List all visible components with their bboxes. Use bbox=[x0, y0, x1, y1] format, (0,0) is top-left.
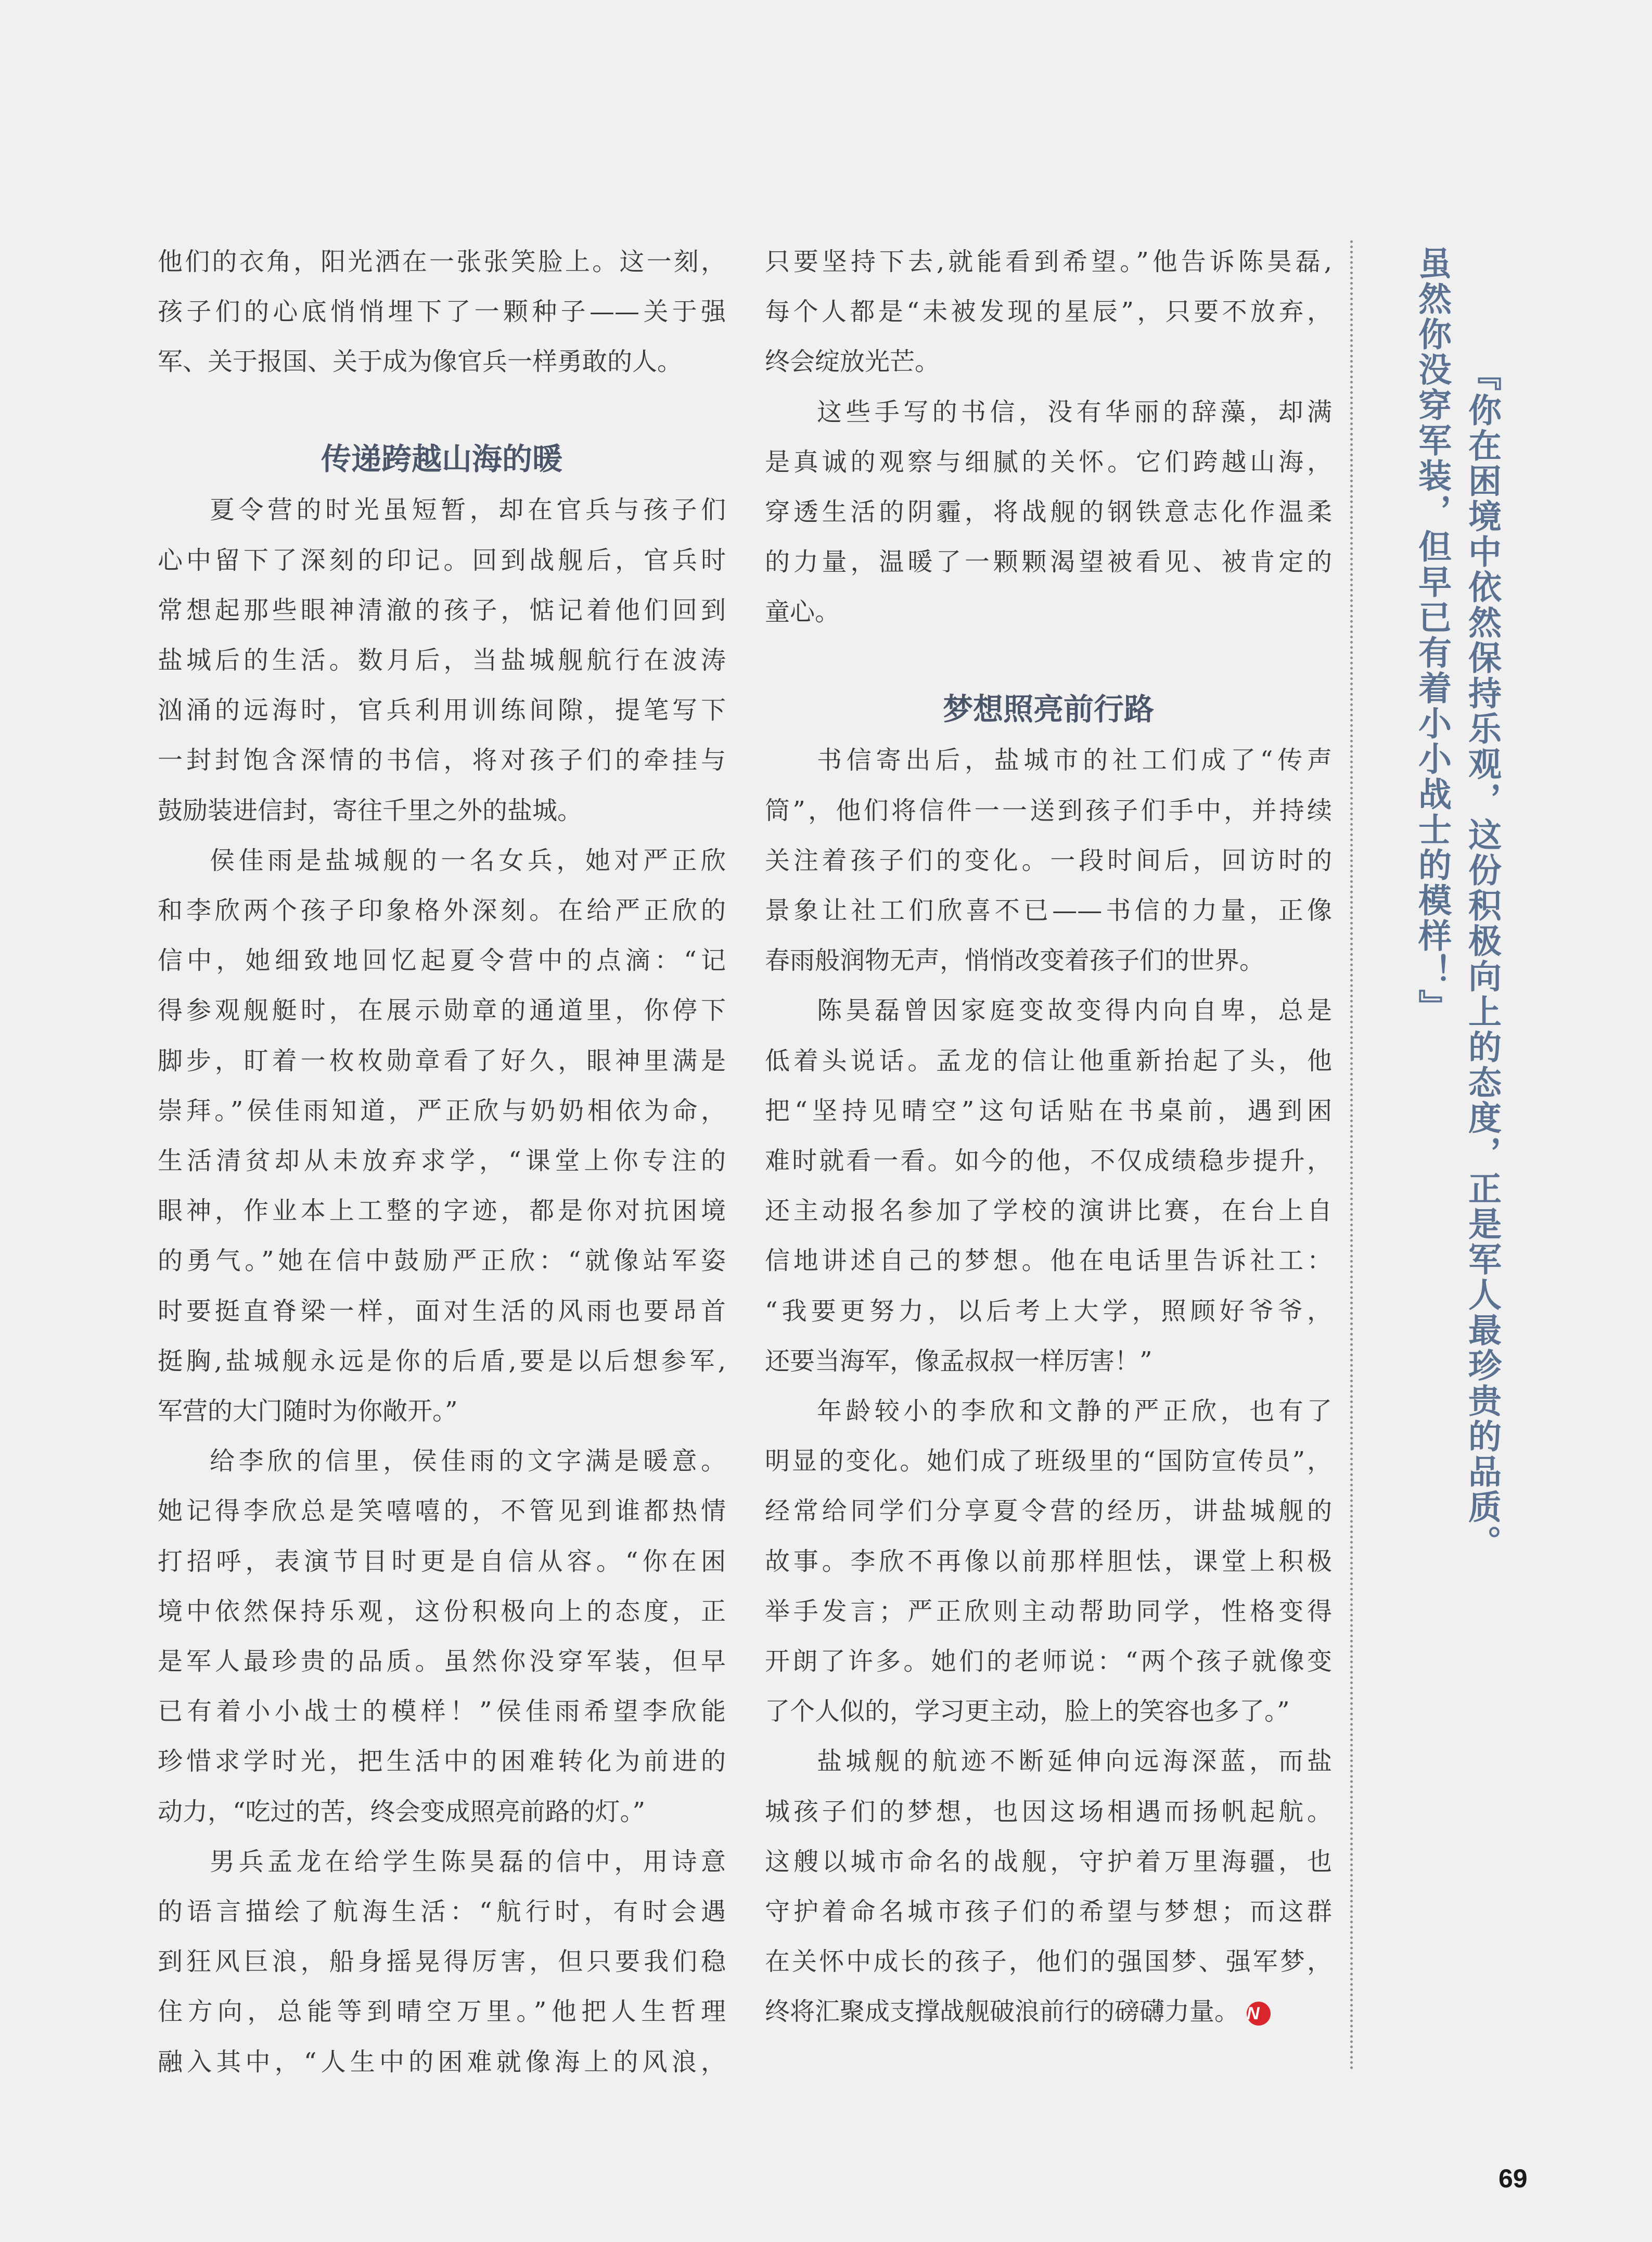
paragraph-line bbox=[158, 635, 726, 685]
line-text: 这艘以城市命名的战舰，守护着万里海疆，也 bbox=[765, 1847, 1332, 1876]
article-column-left bbox=[158, 0, 726, 2242]
paragraph-line bbox=[158, 1386, 726, 1436]
line-text: 景象让社工们欣喜不已——书信的力量，正像 bbox=[765, 896, 1332, 925]
line-text: 盐城舰的航迹不断延伸向远海深蓝，而盐 bbox=[817, 1747, 1332, 1776]
paragraph-line bbox=[765, 237, 1332, 287]
line-text: 穿透生活的阴霾，将战舰的钢铁意志化作温柔 bbox=[765, 497, 1332, 527]
paragraph-line bbox=[158, 1136, 726, 1186]
line-text: 脚步，盯着一枚枚勋章看了好久，眼神里满是 bbox=[158, 1046, 726, 1075]
dotted-column-divider bbox=[1350, 240, 1353, 2071]
line-text: 还要当海军，像孟叔叔一样厉害！” bbox=[765, 1346, 1152, 1376]
paragraph-line bbox=[158, 1086, 726, 1136]
paragraph-line bbox=[765, 985, 1332, 1035]
line-text: 眼神，作业本上工整的字迹，都是你对抗困境 bbox=[158, 1196, 726, 1226]
paragraph-line bbox=[765, 1736, 1332, 1786]
paragraph-line bbox=[765, 1586, 1332, 1636]
paragraph-line bbox=[158, 287, 726, 337]
paragraph-line bbox=[158, 2037, 726, 2087]
paragraph-line bbox=[765, 1937, 1332, 1987]
line-text: 只要坚持下去,就能看到希望。”他告诉陈昊磊, bbox=[765, 247, 1332, 276]
line-text: 侯佳雨是盐城舰的一名女兵，她对严正欣 bbox=[210, 845, 726, 875]
paragraph-line bbox=[158, 1336, 726, 1386]
line-text: 是军人最珍贵的品质。虽然你没穿军装，但早 bbox=[158, 1647, 726, 1676]
paragraph-line bbox=[765, 1787, 1332, 1837]
paragraph-line bbox=[765, 387, 1332, 437]
paragraph-line bbox=[158, 1736, 726, 1786]
line-text: 明显的变化。她们成了班级里的“国防宣传员”， bbox=[765, 1446, 1332, 1476]
line-text: 盐城后的生活。数月后，当盐城舰航行在波涛 bbox=[158, 646, 726, 675]
paragraph-line bbox=[158, 1686, 726, 1736]
line-text: 了个人似的，学习更主动，脸上的笑容也多了。” bbox=[765, 1697, 1290, 1726]
paragraph-line bbox=[765, 1536, 1332, 1586]
line-text: 珍惜求学时光，把生活中的困难转化为前进的 bbox=[158, 1747, 726, 1776]
paragraph-line bbox=[158, 1837, 726, 1887]
paragraph-line bbox=[158, 1186, 726, 1236]
paragraph-line bbox=[158, 337, 726, 387]
line-text: 的力量，温暖了一颗颗渴望被看见、被肯定的 bbox=[765, 547, 1332, 577]
line-text: 举手发言；严正欣则主动帮助同学，性格变得 bbox=[765, 1596, 1332, 1626]
paragraph-line bbox=[158, 1286, 726, 1336]
paragraph-line bbox=[765, 337, 1332, 387]
paragraph-line bbox=[765, 587, 1332, 637]
line-text: 开朗了许多。她们的老师说：“两个孩子就像变 bbox=[765, 1647, 1332, 1676]
paragraph-line bbox=[765, 1236, 1332, 1286]
line-text: 夏令营的时光虽短暂，却在官兵与孩子们 bbox=[210, 495, 726, 525]
paragraph-line bbox=[158, 535, 726, 585]
paragraph-line bbox=[765, 735, 1332, 785]
paragraph-line bbox=[765, 1386, 1332, 1436]
article-column-right bbox=[765, 0, 1332, 2242]
paragraph-line bbox=[158, 936, 726, 985]
line-text: 终将汇聚成支撑战舰破浪前行的磅礴力量。 bbox=[765, 1997, 1240, 2027]
paragraph-line bbox=[158, 485, 726, 535]
line-text: 还主动报名参加了学校的演讲比赛，在台上自 bbox=[765, 1196, 1332, 1226]
paragraph-line bbox=[765, 437, 1332, 487]
line-text: 信地讲述自己的梦想。他在电话里告诉社工： bbox=[765, 1246, 1332, 1276]
paragraph-line bbox=[765, 1837, 1332, 1887]
paragraph-line bbox=[158, 1987, 726, 2036]
line-text: 的勇气。”她在信中鼓励严正欣：“就像站军姿 bbox=[158, 1246, 726, 1276]
line-text: 时要挺直脊梁一样，面对生活的风雨也要昂首 bbox=[158, 1296, 726, 1326]
line-text: 孩子们的心底悄悄埋下了一颗种子——关于强 bbox=[158, 297, 726, 327]
line-text: 给李欣的信里，侯佳雨的文字满是暖意。 bbox=[210, 1446, 726, 1476]
paragraph-line bbox=[158, 1436, 726, 1486]
line-text: 终会绽放光芒。 bbox=[765, 347, 940, 377]
paragraph-line bbox=[158, 985, 726, 1035]
paragraph-line bbox=[765, 1286, 1332, 1336]
article-end-logo-icon: N bbox=[1247, 2002, 1271, 2026]
line-text: 故事。李欣不再像以前那样胆怯，课堂上积极 bbox=[765, 1546, 1332, 1576]
line-text: 军营的大门随时为你敞开。” bbox=[158, 1397, 458, 1426]
line-text: 童心。 bbox=[765, 597, 840, 627]
paragraph-line bbox=[765, 1136, 1332, 1186]
paragraph-line bbox=[765, 287, 1332, 337]
section-heading: 梦想照亮前行路 bbox=[942, 691, 1154, 727]
line-text: 把“坚持见晴空”这句话贴在书桌前，遇到困 bbox=[765, 1096, 1332, 1125]
line-text: 难时就看一看。如今的他，不仅成绩稳步提升， bbox=[765, 1146, 1332, 1175]
paragraph-line bbox=[158, 1036, 726, 1086]
line-text: 经常给同学们分享夏令营的经历，讲盐城舰的 bbox=[765, 1496, 1332, 1526]
line-text: 汹涌的远海时，官兵利用训练间隙，提笔写下 bbox=[158, 696, 726, 725]
line-text: 她记得李欣总是笑嘻嘻的，不管见到谁都热情 bbox=[158, 1496, 726, 1526]
line-text: 到狂风巨浪，船身摇晃得厉害，但只要我们稳 bbox=[158, 1947, 726, 1977]
paragraph-line bbox=[158, 1636, 726, 1686]
line-text: 低着头说话。孟龙的信让他重新抬起了头，他 bbox=[765, 1046, 1332, 1075]
paragraph-line bbox=[158, 1236, 726, 1286]
line-text: 境中依然保持乐观，这份积极向上的态度，正 bbox=[158, 1596, 726, 1626]
line-text: 和李欣两个孩子印象格外深刻。在给严正欣的 bbox=[158, 896, 726, 925]
paragraph-line bbox=[158, 836, 726, 886]
paragraph-line bbox=[765, 537, 1332, 587]
paragraph-line bbox=[765, 1887, 1332, 1937]
line-text: 融入其中，“人生中的困难就像海上的风浪， bbox=[158, 2047, 726, 2077]
line-text: 是真诚的观察与细腻的关怀。它们跨越山海， bbox=[765, 447, 1332, 477]
paragraph-line bbox=[158, 1937, 726, 1987]
line-text: 得参观舰艇时，在展示勋章的通道里，你停下 bbox=[158, 996, 726, 1026]
paragraph-line bbox=[765, 1987, 1332, 2036]
line-text: 他们的衣角，阳光洒在一张张笑脸上。这一刻， bbox=[158, 247, 726, 276]
line-text: 生活清贫却从未放弃求学，“课堂上你专注的 bbox=[158, 1146, 726, 1175]
line-text: 住方向，总能等到晴空万里。”他把人生哲理 bbox=[158, 1997, 726, 2027]
line-text: 崇拜。”侯佳雨知道，严正欣与奶奶相依为命， bbox=[158, 1096, 726, 1125]
line-text: 挺胸,盐城舰永远是你的后盾,要是以后想参军, bbox=[158, 1346, 726, 1376]
paragraph-line bbox=[765, 886, 1332, 936]
paragraph-line bbox=[158, 1887, 726, 1937]
paragraph-line bbox=[158, 1787, 726, 1837]
line-text: 男兵孟龙在给学生陈昊磊的信中，用诗意 bbox=[210, 1847, 726, 1876]
line-text: 筒”，他们将信件一一送到孩子们手中，并持续 bbox=[765, 796, 1332, 825]
line-text: 年龄较小的李欣和文静的严正欣，也有了 bbox=[817, 1397, 1332, 1426]
line-text: “我要更努力，以后考上大学，照顾好爷爷， bbox=[765, 1296, 1332, 1326]
line-text: 守护着命名城市孩子们的希望与梦想；而这群 bbox=[765, 1897, 1332, 1926]
paragraph-line bbox=[158, 1486, 726, 1536]
pull-quote-line-2: 虽然你没穿军装，但早已有着小小战士的模样！』 bbox=[1413, 246, 1452, 1024]
paragraph-line bbox=[158, 735, 726, 785]
line-text: 每个人都是“未被发现的星辰”，只要不放弃， bbox=[765, 297, 1332, 327]
paragraph-line bbox=[765, 1686, 1332, 1736]
line-text: 春雨般润物无声，悄悄改变着孩子们的世界。 bbox=[765, 946, 1265, 976]
line-text: 常想起那些眼神清澈的孩子，惦记着他们回到 bbox=[158, 595, 726, 625]
paragraph-line bbox=[765, 487, 1332, 537]
line-text: 在关怀中成长的孩子，他们的强国梦、强军梦， bbox=[765, 1947, 1332, 1977]
paragraph-line bbox=[158, 1536, 726, 1586]
paragraph-line bbox=[765, 936, 1332, 985]
line-text: 关注着孩子们的变化。一段时间后，回访时的 bbox=[765, 845, 1332, 875]
paragraph-line bbox=[765, 1186, 1332, 1236]
line-text: 心中留下了深刻的印记。回到战舰后，官兵时 bbox=[158, 545, 726, 575]
line-text: 动力，“吃过的苦，终会变成照亮前路的灯。” bbox=[158, 1797, 646, 1826]
line-text: 的语言描绘了航海生活：“航行时，有时会遇 bbox=[158, 1897, 726, 1926]
paragraph-line bbox=[158, 886, 726, 936]
paragraph-line bbox=[158, 585, 726, 635]
line-text: 军、关于报国、关于成为像官兵一样勇敢的人。 bbox=[158, 347, 683, 377]
pull-quote-line-1: 『你在困境中依然保持乐观，这份积极向上的态度，正是军人最珍贵的品质。 bbox=[1463, 357, 1502, 1560]
page-number: 69 bbox=[1499, 2164, 1528, 2193]
line-text: 信中，她细致地回忆起夏令营中的点滴：“记 bbox=[158, 946, 726, 976]
paragraph-line bbox=[765, 1436, 1332, 1486]
paragraph-line bbox=[765, 1486, 1332, 1536]
paragraph-line bbox=[765, 836, 1332, 886]
paragraph-line bbox=[765, 1036, 1332, 1086]
paragraph-line bbox=[158, 1586, 726, 1636]
paragraph-line bbox=[765, 1636, 1332, 1686]
paragraph-line bbox=[765, 786, 1332, 836]
paragraph-line bbox=[158, 685, 726, 735]
paragraph-line bbox=[158, 786, 726, 836]
line-text: 已有着小小战士的模样！”侯佳雨希望李欣能 bbox=[158, 1697, 726, 1726]
line-text: 一封封饱含深情的书信，将对孩子们的牵挂与 bbox=[158, 746, 726, 775]
line-text: 陈昊磊曾因家庭变故变得内向自卑，总是 bbox=[817, 996, 1332, 1026]
line-text: 城孩子们的梦想，也因这场相遇而扬帆起航。 bbox=[765, 1797, 1332, 1826]
line-text: 书信寄出后，盐城市的社工们成了“传声 bbox=[817, 746, 1332, 775]
line-text: 这些手写的书信，没有华丽的辞藻，却满 bbox=[817, 397, 1332, 427]
paragraph-line bbox=[765, 1336, 1332, 1386]
paragraph-line bbox=[765, 1086, 1332, 1136]
line-text: 鼓励装进信封，寄往千里之外的盐城。 bbox=[158, 796, 583, 825]
line-text: 打招呼，表演节目时更是自信从容。“你在困 bbox=[158, 1546, 726, 1576]
section-heading: 传递跨越山海的暖 bbox=[321, 441, 562, 477]
paragraph-line bbox=[158, 237, 726, 287]
